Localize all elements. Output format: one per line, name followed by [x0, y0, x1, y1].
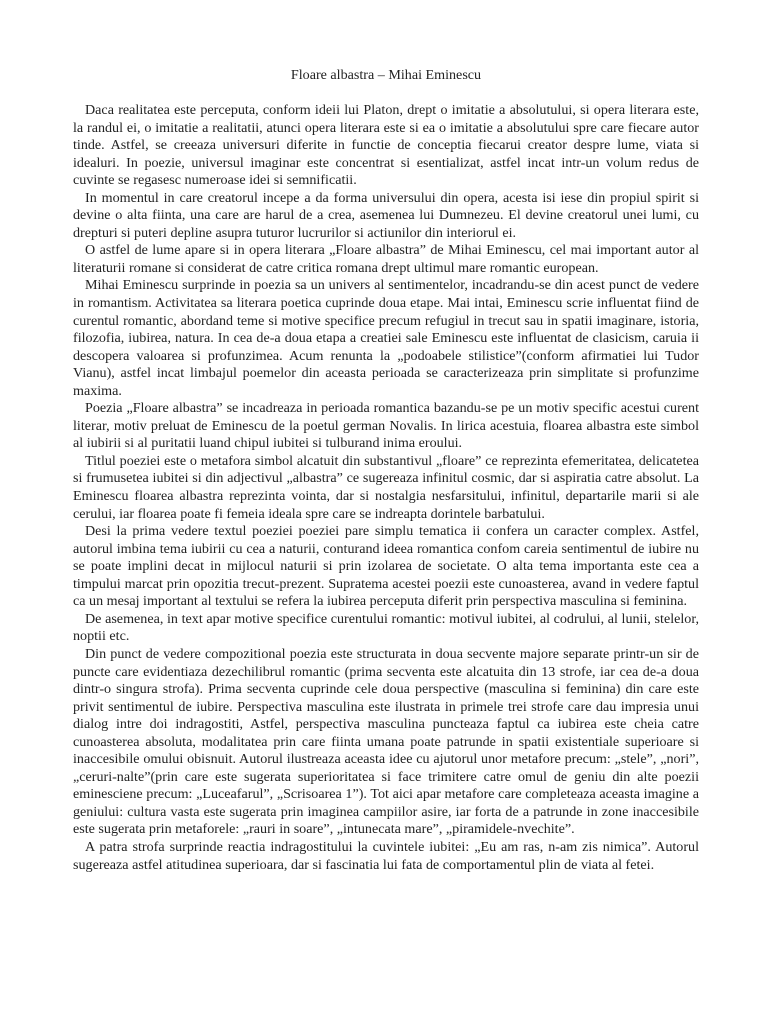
- paragraph-fourth-stanza: A patra strofa surprinde reactia indragostitului la cuvintele iubitei: „Eu am ras, n-am zis nimica”. Autorul sugereaza astfel atitudinea superioara, dar si fascinatia lui fata de comportamentul plin de viata al fetei.: [73, 838, 699, 873]
- paragraph-platon-imitation: Daca realitatea este perceputa, conform ideii lui Platon, drept o imitatie a absolutului, si opera literara este, la randul ei, o imitatie a realitatii, atunci opera literara este si ea o imitatie a absolutului spre care fiecare autor tinde. Astfel, se creeaza universuri diferite in functie de conceptia fiecarui creator despre lume, viata si idealuri. In poezie, universul imaginar este concentrat si esentializat, astfel incat intr-un volum redus de cuvinte se regasesc numeroase idei si semnificatii.: [73, 102, 699, 189]
- document-page: [73, 66, 699, 874]
- paragraph-themes: Desi la prima vedere textul poeziei poeziei pare simplu tematica ii confera un caracter complex. Astfel, autorul imbina tema iubirii cu cea a naturii, conturand ideea romantica confom careia sentimentul de iubire nu se poate implini decat in mijlocul naturii si prin izolarea de societate. O alta tema importanta este cea a timpului marcat prin opozitia trecut-prezent. Supratema acestei poezii este cunoasterea, avand in vedere faptul ca un mesaj important al textului se refera la iubirea perceputa diferit prin perspectiva masculina si feminina.: [73, 523, 699, 610]
- document-title: Floare albastra – Mihai Eminescu: [290, 67, 482, 83]
- paragraph-floare-albastra-intro: O astfel de lume apare si in opera literara „Floare albastra” de Mihai Eminescu, cel mai important autor al literaturii romane si considerat de catre critica romana drept ultimul mare romantic european.: [73, 242, 699, 276]
- paragraph-romanticism-stages: Mihai Eminescu surprinde in poezia sa un univers al sentimentelor, incadrandu-se din acest punct de vedere in romantism. Activitatea sa literara poetica cuprinde doua etape. Mai intai, Eminescu scrie influentat fiind de curentul romantic, abordand teme si motive specifice precum refugiul in trecut sau in spatii imaginare, istoria, filozofia, iubirea, natura. In cea de-a doua etapa a creatiei sale Eminescu este influentat de clasicism, caruia ii descopera valoarea si profunzimea. Acum renunta la „podoabele stilistice”(conform afirmatiei lui Tudor Vianu), astfel incat limbajul poemelor din aceasta perioada se caracterizeaza prin simplitate si profunzime maxima.: [73, 277, 699, 399]
- paragraph-title-metaphor: Titlul poeziei este o metafora simbol alcatuit din substantivul „floare” ce reprezinta efemeritatea, delicatetea si frumusetea iubitei si din adjectivul „albastra” ce sugereaza infinitul cosmic, dar si aspiratia catre absolut. La Eminescu floarea albastra reprezinta vointa, dar si nostalgia nesfarsitului, infinitul, departarile marii si ale cerului, iar floarea poate fi femeia ideala spre care se indreapta dorintele barbatului.: [73, 452, 699, 522]
- paragraph-motifs: De asemenea, in text apar motive specifice curentului romantic: motivul iubitei, al codrului, al lunii, stelelor, noptii etc.: [73, 610, 699, 645]
- paragraph-novalis-motif: Poezia „Floare albastra” se incadreaza in perioada romantica bazandu-se pe un motiv specific acestui curent literar, motiv preluat de Eminescu de la poetul german Novalis. In lirica acestuia, floarea albastra este simbol al iubirii si al puritatii luand chipul iubitei si tulburand inima eroului.: [73, 400, 699, 452]
- paragraph-creator-universe: In momentul in care creatorul incepe a da forma universului din opera, acesta isi iese din propiul spirit si devine o alta fiinta, una care are harul de a crea, asemenea lui Dumnezeu. El devine creatorul unei lumi, cu drepturi si puteri depline asupra tuturor lucrurilor si actiunilor din interiorul ei.: [73, 189, 699, 241]
- paragraph-composition: Din punct de vedere compozitional poezia este structurata in doua secvente majore separate printr-un sir de puncte care evidentiaza dezechilibrul romantic (prima secventa este alcatuita din 13 strofe, iar cea de-a doua dintr-o singura strofa). Prima secventa cuprinde cele doua perspective (masculina si feminina) din care este privit sentimentul de iubire. Perspectiva masculina este ilustrata in primele trei strofe care dau impresia unui dialog intre doi indragostiti, Astfel, perspectiva masculina puncteaza faptul ca iubirea este cheia catre cunoasterea absoluta, modalitatea prin care fiinta umana poate patrunde in spatii existentiale superioare si inaccesibile omului obisnuit. Autorul ilustreaza aceasta idee cu ajutorul unor metafore precum: „stele”, „nori”, „ceruri-nalte”(prin care este sugerata superioritatea si face trimitere catre omul de geniu din alte poezii eminesciene precum: „Luceafarul”, „Scrisoarea 1”). Tot aici apar metafore care completeaza aceasta imagine a geniului: cultura vasta este sugerata prin imaginea campiilor asire, iar forta de a patrunde in zone inaccesibile este sugerata prin metaforele: „rauri in soare”, „intunecata mare”, „piramidele-nvechite”.: [73, 645, 699, 838]
